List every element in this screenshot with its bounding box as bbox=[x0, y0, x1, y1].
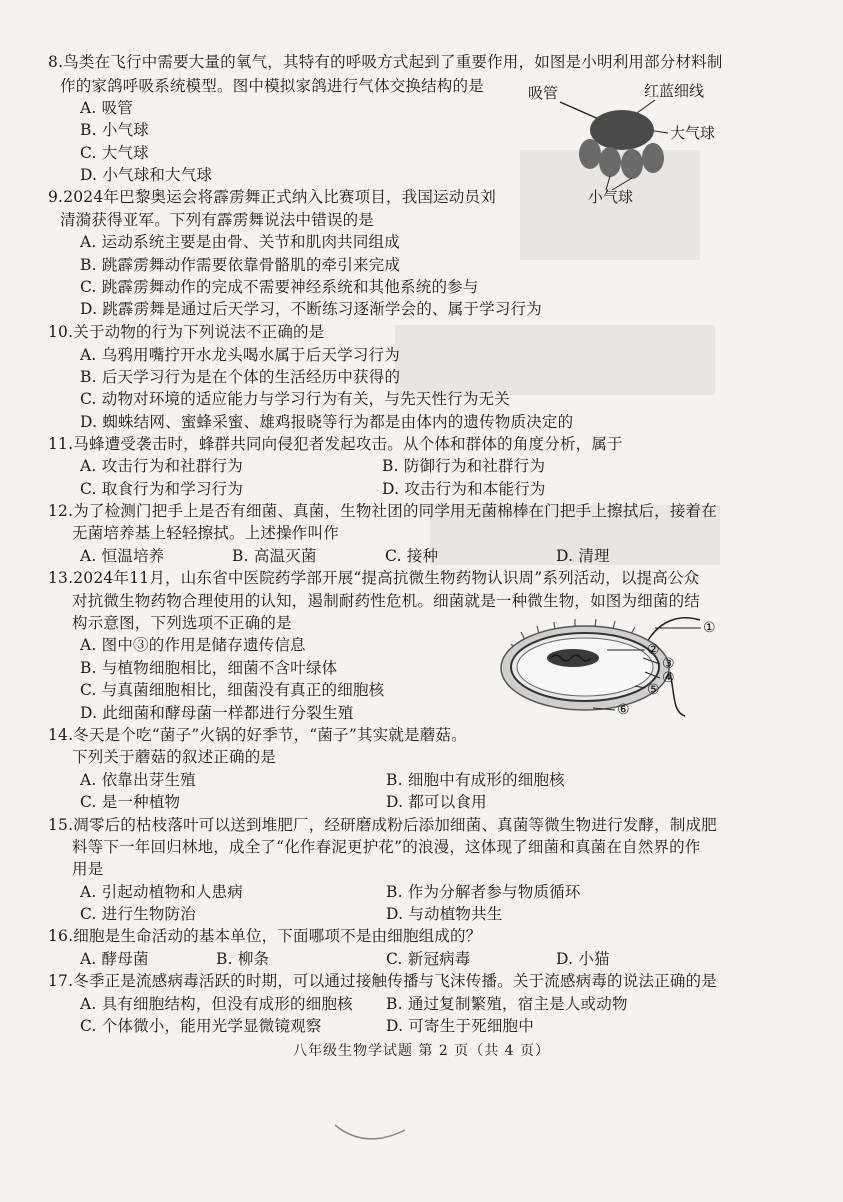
cell-membrane bbox=[517, 638, 653, 696]
q11-option-d: D. 攻击行为和本能行为 bbox=[382, 480, 546, 498]
small-balloon-icon bbox=[579, 139, 601, 169]
q13-stem-cont2: 构示意图，下列选项不正确的是 bbox=[72, 614, 292, 632]
q12-option-c: C. 接种 bbox=[385, 547, 439, 565]
pigeon-respiratory-model-figure bbox=[520, 78, 735, 208]
q12-option-b: B. 高温灭菌 bbox=[232, 547, 317, 565]
q9-option-d: D. 跳霹雳舞是通过后天学习，不断练习逐渐学会的、属于学习行为 bbox=[80, 300, 542, 318]
show-through-shadow bbox=[395, 325, 715, 395]
q11-option-a: A. 攻击行为和社群行为 bbox=[80, 457, 243, 475]
q9-stem-cont: 清漪获得亚军。下列有霹雳舞说法中错误的是 bbox=[60, 211, 375, 229]
q16-option-c: C. 新冠病毒 bbox=[386, 950, 471, 968]
q8-stem: 8.鸟类在飞行中需要大量的氧气，其特有的呼吸方式起到了重要作用，如图是小明利用部分材料制 bbox=[48, 53, 723, 71]
q9-option-b: B. 跳霹雳舞动作需要依靠骨骼肌的牵引来完成 bbox=[80, 256, 401, 274]
q13-stem: 13.2024年11月，山东省中医院药学部开展“提高抗微生物药物认识周”系列活动，以提高公众 bbox=[48, 569, 700, 587]
label-4: ④ bbox=[662, 670, 675, 686]
q10-option-c: C. 动物对环境的适应能力与学习行为有关，与先天性行为无关 bbox=[80, 390, 510, 408]
q16-stem: 16.细胞是生命活动的基本单位，下面哪项不是由细胞组成的？ bbox=[48, 927, 482, 945]
scan-artifact bbox=[330, 1120, 410, 1150]
q9-option-c: C. 跳霹雳舞动作的完成不需要神经系统和其他系统的参与 bbox=[80, 278, 479, 296]
big-balloon-icon bbox=[590, 110, 654, 150]
q15-option-b: B. 作为分解者参与物质循环 bbox=[386, 883, 581, 901]
q8-stem-cont: 作的家鸽呼吸系统模型。图中模拟家鸽进行气体交换结构的是 bbox=[60, 77, 484, 95]
label-big-balloon: 大气球 bbox=[670, 124, 716, 142]
dna-region bbox=[547, 649, 599, 667]
label-1: ① bbox=[703, 620, 716, 636]
q17-stem: 17.冬季正是流感病毒活跃的时期，可以通过接触传播与飞沫传播。关于流感病毒的说法正确的是 bbox=[48, 972, 717, 990]
q15-stem-cont2: 用是 bbox=[72, 860, 104, 878]
q14-option-a: A. 依靠出芽生殖 bbox=[80, 771, 196, 789]
q11-option-c: C. 取食行为和学习行为 bbox=[80, 480, 244, 498]
label-3: ③ bbox=[662, 656, 675, 672]
q12-option-d: D. 清理 bbox=[556, 547, 610, 565]
q15-option-a: A. 引起动植物和人患病 bbox=[80, 883, 243, 901]
q14-stem-cont: 下列关于蘑菇的叙述正确的是 bbox=[72, 748, 277, 766]
q10-option-b: B. 后天学习行为是在个体的生活经历中获得的 bbox=[80, 368, 401, 386]
q15-stem: 15.凋零后的枯枝落叶可以送到堆肥厂，经研磨成粉后添加细菌、真菌等微生物进行发酵，制成肥 bbox=[48, 816, 717, 834]
q17-option-a: A. 具有细胞结构，但没有成形的细胞核 bbox=[80, 995, 353, 1013]
q13-option-a: A. 图中③的作用是储存遗传信息 bbox=[80, 636, 306, 654]
small-balloon-icon bbox=[599, 147, 621, 177]
bacterium-structure-figure bbox=[495, 612, 730, 724]
q15-option-c: C. 进行生物防治 bbox=[80, 905, 196, 923]
q10-stem: 10.关于动物的行为下列说法不正确的是 bbox=[48, 323, 325, 341]
q11-stem: 11.马蜂遭受袭击时，蜂群共同向侵犯者发起攻击。从个体和群体的角度分析，属于 bbox=[48, 435, 623, 453]
q11-option-b: B. 防御行为和社群行为 bbox=[382, 457, 546, 475]
label-6: ⑥ bbox=[617, 702, 630, 718]
q17-option-c: C. 个体微小，能用光学显微镜观察 bbox=[80, 1017, 322, 1035]
q10-option-d: D. 蜘蛛结网、蜜蜂采蜜、雄鸡报晓等行为都是由体内的遗传物质决定的 bbox=[80, 413, 574, 431]
q13-stem-cont: 对抗微生物药物合理使用的认知，遏制耐药性危机。细菌就是一种微生物，如图为细菌的结 bbox=[72, 592, 701, 610]
q13-option-c: C. 与真菌细胞相比，细菌没有真正的细胞核 bbox=[80, 681, 385, 699]
q12-option-a: A. 恒温培养 bbox=[80, 547, 165, 565]
q16-option-a: A. 酵母菌 bbox=[80, 950, 149, 968]
q15-stem-cont: 料等下一年回归林地，成全了“化作春泥更护花”的浪漫，这体现了细菌和真菌在自然界的作 bbox=[72, 838, 701, 856]
q9-option-a: A. 运动系统主要是由骨、关节和肌肉共同组成 bbox=[80, 233, 400, 251]
label-straw: 吸管 bbox=[528, 84, 559, 102]
q8-option-c: C. 大气球 bbox=[80, 144, 149, 162]
q8-option-b: B. 小气球 bbox=[80, 121, 149, 139]
q8-option-a: A. 吸管 bbox=[80, 99, 134, 117]
q14-option-b: B. 细胞中有成形的细胞核 bbox=[386, 771, 565, 789]
q12-stem: 12.为了检测门把手上是否有细菌、真菌，生物社团的同学用无菌棉棒在门把手上擦拭后，接着在 bbox=[48, 502, 717, 520]
label-small-balloon: 小气球 bbox=[588, 188, 634, 206]
small-balloon-icon bbox=[621, 149, 643, 179]
q17-option-b: B. 通过复制繁殖，宿主是人或动物 bbox=[386, 995, 628, 1013]
q16-option-b: B. 柳条 bbox=[216, 950, 270, 968]
q10-option-a: A. 乌鸦用嘴拧开水龙头喝水属于后天学习行为 bbox=[80, 346, 400, 364]
q14-option-d: D. 都可以食用 bbox=[386, 793, 487, 811]
q16-option-d: D. 小猫 bbox=[556, 950, 610, 968]
q9-stem: 9.2024年巴黎奥运会将霹雳舞正式纳入比赛项目，我国运动员刘 bbox=[48, 188, 496, 206]
q13-option-d: D. 此细菌和酵母菌一样都进行分裂生殖 bbox=[80, 704, 354, 722]
label-5: ⑤ bbox=[647, 682, 660, 698]
q14-stem: 14.冬天是个吃“菌子”火锅的好季节，“菌子”其实就是蘑菇。 bbox=[48, 726, 467, 744]
page-footer: 八年级生物学试题 第 2 页（共 4 页） bbox=[292, 1043, 551, 1059]
label-2: ② bbox=[647, 642, 660, 658]
q12-stem-cont: 无菌培养基上轻轻擦拭。上述操作叫作 bbox=[72, 524, 339, 542]
q13-option-b: B. 与植物细胞相比，细菌不含叶绿体 bbox=[80, 659, 338, 677]
q14-option-c: C. 是一种植物 bbox=[80, 793, 181, 811]
q15-option-d: D. 与动植物共生 bbox=[386, 905, 503, 923]
small-balloon-icon bbox=[642, 143, 664, 173]
label-thread: 红蓝细线 bbox=[644, 82, 705, 100]
q17-option-d: D. 可寄生于死细胞中 bbox=[386, 1017, 534, 1035]
q8-option-d: D. 小气球和大气球 bbox=[80, 166, 213, 184]
